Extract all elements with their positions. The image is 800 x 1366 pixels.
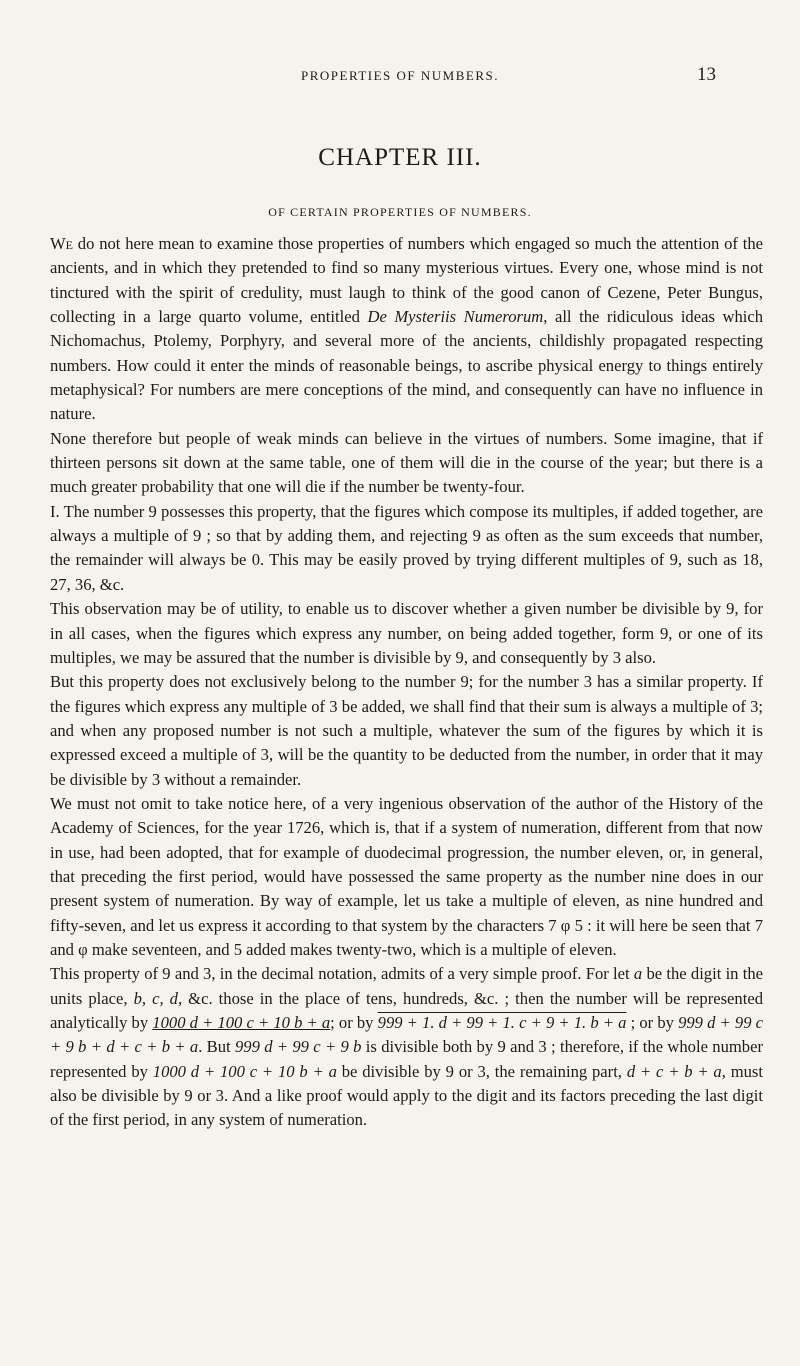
paragraph-1 — [50, 232, 763, 427]
paragraph-5: But this property does not exclusively belong to the number 9; for the number 3 has a similar property. If the figures which express any multiple of 3 be added, we shall find that their sum is always a multiple of 3; and when any proposed number is not such a multiple, whatever the sum of the figures by which it is expressed exceed a multiple of 3, will be the quantity to be deducted from the number, in order that it may be divisible by 3 without a remainder. — [50, 672, 763, 789]
chapter-subtitle: OF CERTAIN PROPERTIES OF NUMBERS. — [268, 205, 532, 219]
paragraph-1-text-b: , all the ridiculous ideas which Nichomachus, Ptolemy, Porphyry, and several more of the ancients, childishly propagated respecting numbers. How could it enter the minds of reasonable beings, to ascribe physical energy to things entirely metaphysical? For numbers are mere conceptions of the mind, and consequently can have no influence in nature. — [50, 307, 764, 424]
body-text — [50, 232, 763, 1133]
paragraph-7-text-d: ; or by — [330, 1013, 378, 1032]
paragraph-7-text-f: . But — [198, 1037, 235, 1057]
paragraph-7-text-e: ; or by — [626, 1013, 679, 1032]
page-number: 13 — [697, 64, 716, 85]
paragraph-7-text-a: This property of 9 and 3, in the decimal notation, admits of a very simple proof. For let — [50, 964, 634, 984]
paragraph-7-text-c: &c. those in the place of tens, hundreds, &c. ; then the number will be represented analytically by — [50, 988, 763, 1032]
chapter-title: CHAPTER III. — [318, 144, 482, 171]
paragraph-2: None therefore but people of weak minds can believe in the virtues of numbers. Some imagine, that if thirteen persons sit down at the same table, one of them will die in the course of the year; but there is a much greater probability that one will die if the number be twenty-four. — [50, 428, 763, 497]
formula-3: 999 d + 99 c + 9 b + d + c + b + a — [50, 1013, 764, 1057]
formula-4: 999 d + 99 c + 9 b — [234, 1037, 362, 1057]
formula-2: 999 + 1. d + 99 + 1. c + 9 + 1. b + a — [377, 1013, 627, 1032]
paragraph-3: I. The number 9 possesses this property, that the figures which compose its multiples, if added together, are always a multiple of 9 ; so that by adding them, and rejecting 9 as often as the sum exceeds that number, the remainder will always be 0. This may be easily proved by trying different multiples of 9, such as 18, 27, 36, &c. — [50, 501, 763, 594]
paragraph-7 — [50, 962, 763, 1132]
running-head: PROPERTIES OF NUMBERS. — [300, 68, 499, 83]
paragraph-7-text-b: be the digit in the units place, — [50, 964, 763, 1008]
formula-5: 1000 d + 100 c + 10 b + a — [152, 1061, 337, 1081]
formula-1: 1000 d + 100 c + 10 b + a — [152, 1013, 331, 1032]
formula-6: d + c + b + a — [626, 1061, 722, 1081]
paragraph-1-text-a: do not here mean to examine those properties of numbers which engaged so much the attention of the ancients, and in which they pretended to find so many mysterious virtues. Every one, whose mind is not tinctured with the spirit of credulity, must laugh to think of the good canon of Cezene, Peter Bungus, collecting in a large quarto volume, entitled — [50, 234, 763, 327]
paragraph-6: We must not omit to take notice here, of a very ingenious observation of the author of the History of the Academy of Sciences, for the year 1726, which is, that if a system of numeration, different from that now in use, had been adopted, that for example of duodecimal progression, the number eleven, or, in general, that preceding the first period, would have possessed the same property as the number nine does in our present system of numeration. By way of example, let us take a multiple of eleven, as nine hundred and fifty-seven, and let us express it according to that system by the characters 7 φ 5 : it will here be seen that 7 and φ make seventeen, and 5 added makes twenty-two, which is a multiple of eleven. — [50, 793, 763, 959]
paragraph-7-text-h: be divisible by 9 or 3, the remaining part, — [336, 1061, 627, 1081]
paragraph-7-text-i: , must also be divisible by 9 or 3. And a like proof would apply to the digit and its factors preceding the last digit of the first period, in any system of numeration. — [50, 1061, 763, 1130]
variables-bcd: b, c, d, — [133, 988, 183, 1008]
variable-a: a — [633, 964, 643, 984]
opening-word: We — [50, 234, 73, 253]
paragraph-4: This observation may be of utility, to enable us to discover whether a given number be divisible by 9, for in all cases, when the figures which express any number, on being added together, form 9, or one of its multiples, we may be assured that the number is divisible by 9, and consequently by 3 also. — [50, 599, 763, 667]
paragraph-7-text-g: is divisible both by 9 and 3 ; therefore, if the whole number represented by — [50, 1037, 763, 1081]
book-title: De Mysteriis Numerorum — [367, 307, 544, 327]
